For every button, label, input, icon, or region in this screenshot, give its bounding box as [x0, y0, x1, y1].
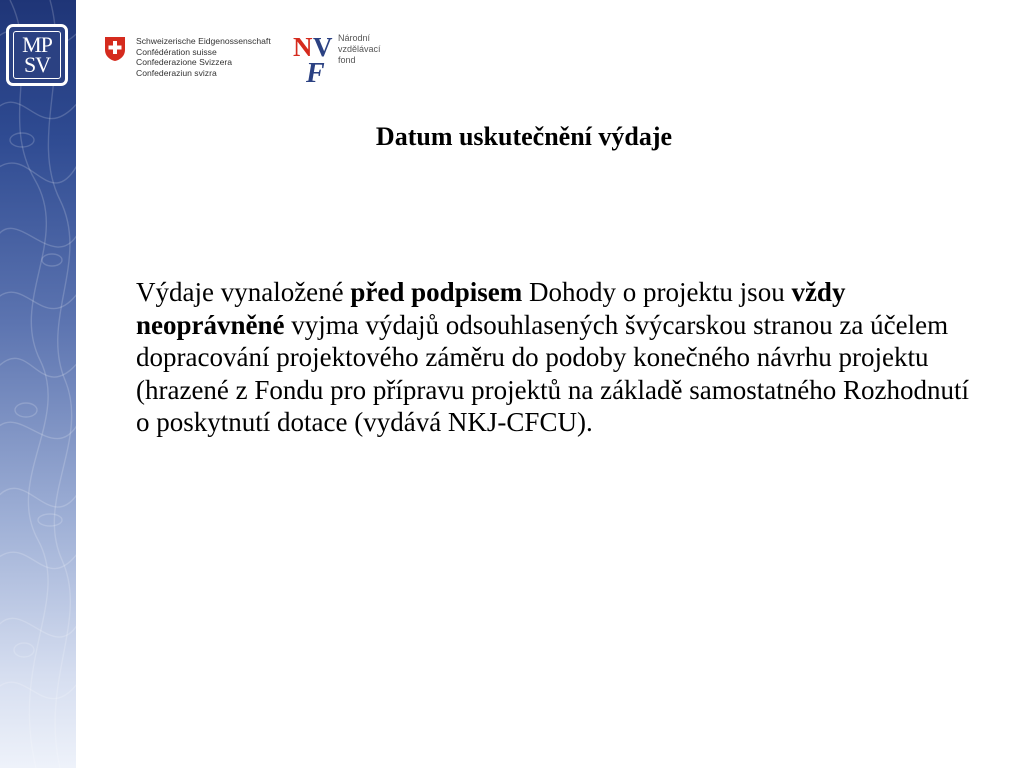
- body-emphasis-before-signing: před podpisem: [350, 277, 523, 307]
- swiss-logo-line-de: Schweizerische Eidgenossenschaft: [136, 36, 271, 46]
- nvf-logo-line3: fond: [338, 55, 356, 65]
- swiss-confederation-logo-text: [136, 36, 271, 78]
- body-text-part2: Dohody o projektu jsou: [522, 277, 792, 307]
- nvf-logo-line1: Národní: [338, 33, 371, 43]
- nvf-logo-text: [338, 33, 381, 66]
- slide-title: Datum uskutečnění výdaje: [375, 122, 673, 151]
- svg-text:N: N: [293, 32, 313, 62]
- swiss-logo-line-it: Confederazione Svizzera: [136, 57, 233, 67]
- script-pattern-decoration: [0, 0, 76, 768]
- body-emphasis-always-ineligible: vždy neoprávněné: [136, 277, 846, 340]
- svg-text:V: V: [313, 32, 333, 62]
- body-text-part1: Výdaje vynaložené: [136, 277, 351, 307]
- swiss-logo-line-fr: Confédération suisse: [136, 46, 217, 57]
- mpsv-logo-line1: MP: [22, 32, 52, 57]
- body-text-part3: vyjma výdajů odsouhlasených švýcarskou stranou za účelem dopracování projektového záměru do podoby konečného návrhu projektu (hrazené z Fondu pro přípravu projektů na základě samostatného Rozhodnutí o poskytnutí dotace (vydává NKJ-CFCU).: [136, 309, 976, 437]
- mpsv-logo: [6, 24, 68, 86]
- svg-text:F: F: [306, 58, 325, 86]
- decorative-side-strip: [0, 0, 76, 768]
- slide-body-paragraph: [136, 276, 976, 439]
- nvf-logo-mark: [292, 30, 338, 86]
- swiss-flag-icon: [104, 36, 126, 62]
- nvf-logo-line2: vzdělávací: [338, 44, 381, 54]
- mpsv-logo-line2: SV: [23, 52, 51, 77]
- swiss-logo-line-rm: Confederaziun svizra: [136, 67, 217, 78]
